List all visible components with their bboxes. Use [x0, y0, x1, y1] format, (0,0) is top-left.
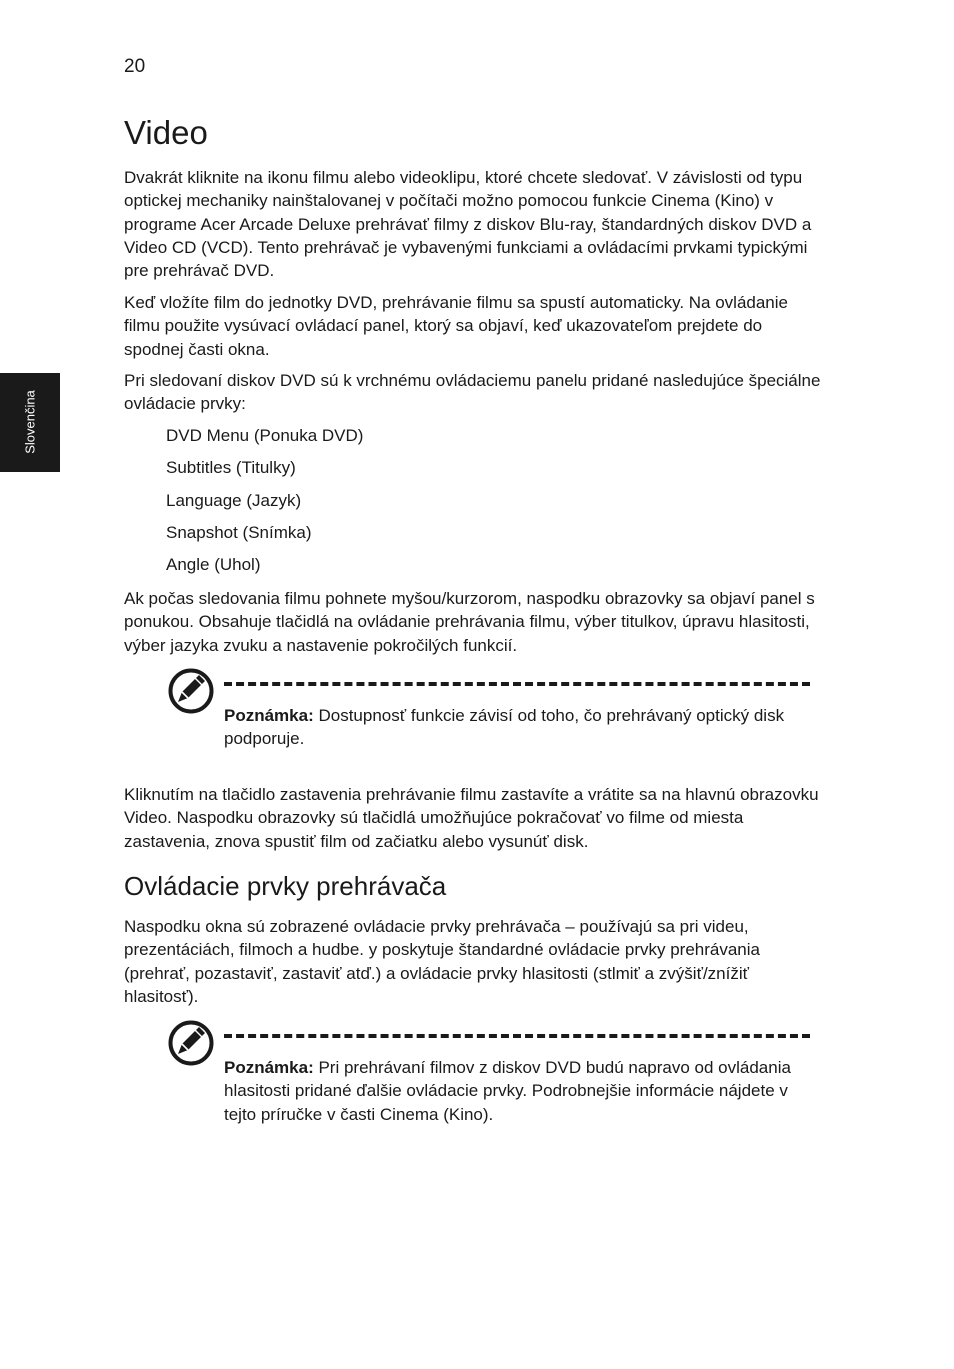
- note-label: Poznámka:: [224, 1058, 314, 1077]
- paragraph-dvd-insert: Keď vložíte film do jednotky DVD, prehrávanie filmu sa spustí automaticky. Na ovládanie filmu použite vysúvací ovládací panel, ktorý sa objaví, keď ukazovateľom prejdete do spodnej časti okna.: [124, 293, 788, 359]
- note-body: Dostupnosť funkcie závisí od toho, čo prehrávaný optický disk podporuje.: [224, 706, 785, 749]
- page-title: Video: [124, 114, 208, 151]
- dvd-controls-list: [166, 424, 363, 585]
- list-item: Subtitles (Titulky): [166, 458, 296, 478]
- section-heading: Ovládacie prvky prehrávača: [124, 871, 447, 901]
- paragraph-dvd-controls: Pri sledovaní diskov DVD sú k vrchnému ovládaciemu panelu pridané nasledujúce špeciálne ovládacie prvky:: [124, 371, 821, 414]
- note-divider: [224, 1034, 810, 1038]
- page-number: 20: [124, 56, 146, 77]
- list-item: Angle (Uhol): [166, 555, 261, 575]
- note-pencil-icon: [168, 668, 214, 714]
- language-side-tab: [0, 373, 60, 472]
- paragraph-stop: Kliknutím na tlačidlo zastavenia prehrávanie filmu zastavíte a vrátite sa na hlavnú obrazovku Video. Naspodku obrazovky sú tlačidlá umožňujúce pokračovať vo filme od miesta zastavenia, znova spustiť film od začiatku alebo vysunúť disk.: [124, 785, 819, 851]
- paragraph-menu-panel: Ak počas sledovania filmu pohnete myšou/kurzorom, naspodku obrazovky sa objaví panel s ponukou. Obsahuje tlačidlá na ovládanie prehrávania filmu, výber titulkov, úpravu hlasitosti, výber jazyka zvuku a nastavenie pokročilých funkcií.: [124, 589, 815, 655]
- side-tab-label: Slovenčina: [22, 390, 38, 454]
- paragraph-intro: Dvakrát kliknite na ikonu filmu alebo videoklipu, ktoré chcete sledovať. V závislosti od typu optickej mechaniky nainštalovanej v počítači možno pomocou funkcie Cinema (Kino) v programe Acer Arcade Deluxe prehrávať filmy z diskov Blu-ray, štandardných diskov DVD a Video CD (VCD). Tento prehrávač je vybavenými funkciami a ovládacími prvkami typickými pre prehrávač DVD.: [124, 168, 812, 281]
- note-box-1: [168, 668, 810, 758]
- note-label: Poznámka:: [224, 706, 314, 725]
- note-box-2: [168, 1020, 810, 1135]
- note-pencil-icon: [168, 1020, 214, 1066]
- list-item: Snapshot (Snímka): [166, 522, 312, 542]
- list-item: DVD Menu (Ponuka DVD): [166, 426, 364, 445]
- note-text: [224, 704, 810, 751]
- note-divider: [224, 682, 810, 686]
- list-item: Language (Jazyk): [166, 490, 302, 510]
- note-text: [224, 1056, 810, 1126]
- note-body: Pri prehrávaní filmov z diskov DVD budú napravo od ovládania hlasitosti pridané ďalšie ovládacie prvky. Podrobnejšie informácie nájdete v tejto príručke v časti Cinema (Kino).: [224, 1058, 791, 1124]
- paragraph-player-controls: Naspodku okna sú zobrazené ovládacie prvky prehrávača – používajú sa pri videu, prezentáciách, filmoch a hudbe. y poskytuje štandardné ovládacie prvky prehrávania (prehrať, pozastaviť, zastaviť atď.) a ovládacie prvky hlasitosti (stlmiť a zvýšiť/znížiť hlasitosť).: [124, 917, 760, 1006]
